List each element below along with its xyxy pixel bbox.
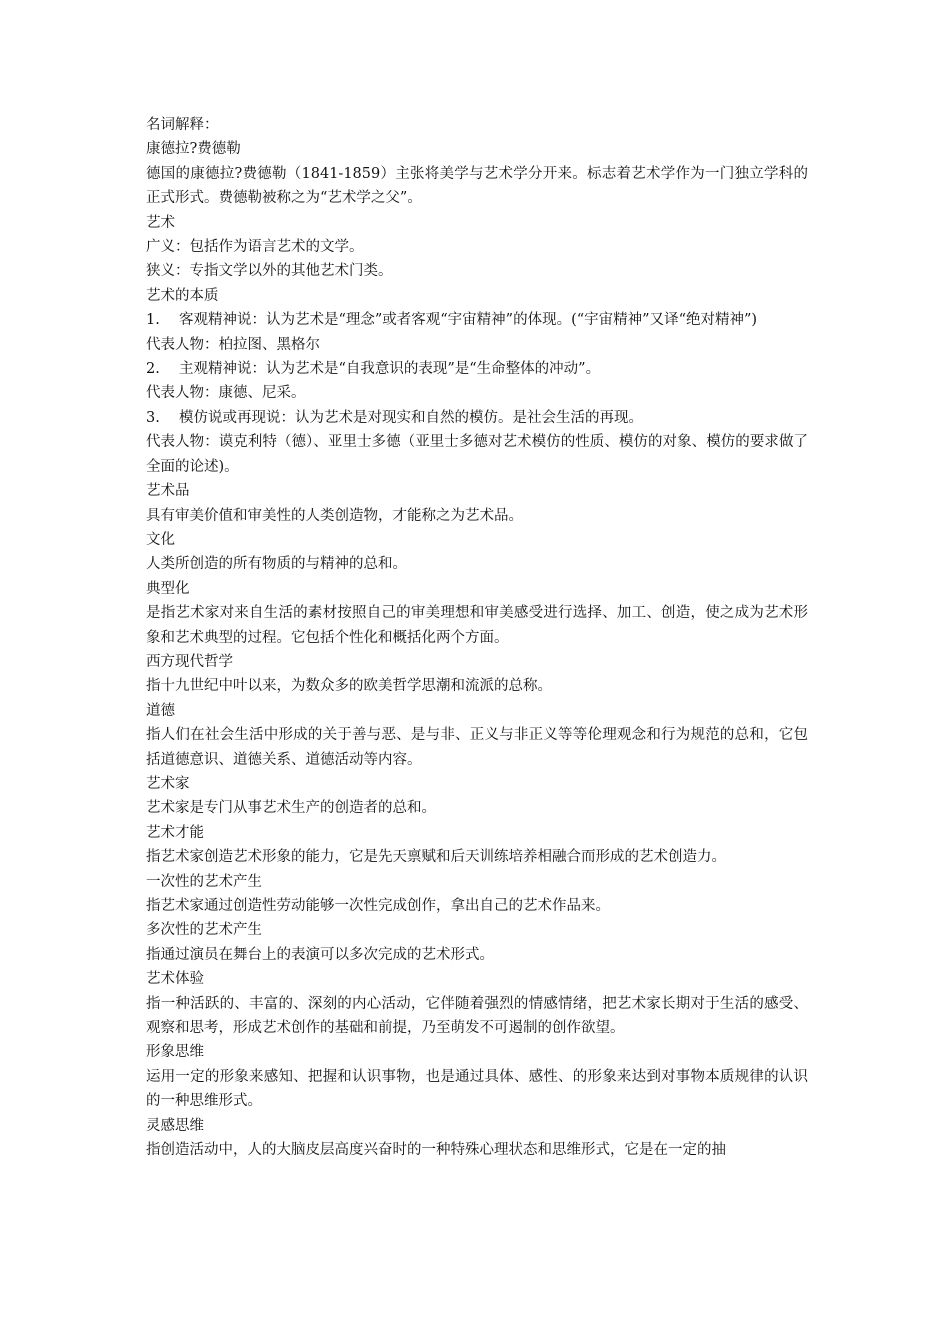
term-title: 艺术体验 xyxy=(146,971,204,988)
list-item: 1. 客观精神说：认为艺术是“理念”或者客观“宇宙精神”的体现。(“宇宙精神”又译“绝对精神”) xyxy=(146,312,758,329)
term-definition: 指十九世纪中叶以来，为数众多的欧美哲学思潮和流派的总称。 xyxy=(146,678,552,695)
term-title: 艺术品 xyxy=(146,483,190,500)
term-title: 道德 xyxy=(146,702,175,719)
term-title: 艺术 xyxy=(146,214,175,231)
term-title: 典型化 xyxy=(146,580,190,597)
term-title: 艺术的本质 xyxy=(146,287,219,304)
term-definition: 运用一定的形象来感知、把握和认识事物，也是通过具体、感性、的形象来达到对事物本质规律的认识的一种思维形式。 xyxy=(146,1068,808,1110)
term-definition: 广义：包括作为语言艺术的文学。 xyxy=(146,239,364,256)
list-item: 3. 模仿说或再现说：认为艺术是对现实和自然的模仿。是社会生活的再现。 xyxy=(146,409,643,426)
term-definition: 指艺术家创造艺术形象的能力，它是先天禀赋和后天训练培养相融合而形成的艺术创造力。 xyxy=(146,849,726,866)
term-title: 艺术家 xyxy=(146,775,190,792)
term-definition: 指艺术家通过创造性劳动能够一次性完成创作，拿出自己的艺术作品来。 xyxy=(146,898,610,914)
term-definition: 人类所创造的所有物质的与精神的总和。 xyxy=(146,556,407,573)
term-definition: 狭义：专指文学以外的其他艺术门类。 xyxy=(146,263,393,280)
term-title: 文化 xyxy=(146,531,175,548)
term-definition: 指创造活动中，人的大脑皮层高度兴奋时的一种特殊心理状态和思维形式，它是在一定的抽 xyxy=(146,1142,726,1159)
term-title: 艺术才能 xyxy=(146,824,204,841)
term-definition: 艺术家是专门从事艺术生产的创造者的总和。 xyxy=(146,800,436,817)
term-title: 多次性的艺术产生 xyxy=(146,922,262,939)
term-title: 一次性的艺术产生 xyxy=(146,873,262,890)
term-title: 西方现代哲学 xyxy=(146,653,233,670)
term-definition: 具有审美价值和审美性的人类创造物，才能称之为艺术品。 xyxy=(146,507,523,524)
list-item: 2. 主观精神说：认为艺术是“自我意识的表现”是“生命整体的冲动”。 xyxy=(146,361,601,378)
term-title: 灵感思维 xyxy=(146,1117,204,1134)
section-heading: 名词解释： xyxy=(146,117,219,133)
term-title: 康德拉?费德勒 xyxy=(146,141,241,158)
term-definition: 指一种活跃的、丰富的、深刻的内心活动，它伴随着强烈的情感情绪，把艺术家长期对于生活的感受、观察和思考，形成艺术创作的基础和前提，乃至萌发不可遏制的创作欲望。 xyxy=(146,995,808,1037)
term-definition: 是指艺术家对来自生活的素材按照自己的审美理想和审美感受进行选择、加工、创造，使之成为艺术形象和艺术典型的过程。它包括个性化和概括化两个方面。 xyxy=(146,605,808,646)
term-definition: 代表人物：谟克利特（德）、亚里士多德（亚里士多德对艺术模仿的性质、模仿的对象、模仿的要求做了全面的论述)。 xyxy=(146,434,808,475)
term-definition: 代表人物：康德、尼采。 xyxy=(146,385,306,402)
term-definition: 代表人物：柏拉图、黑格尔 xyxy=(146,336,320,353)
document-page xyxy=(146,113,808,1162)
term-definition: 指人们在社会生活中形成的关于善与恶、是与非、正义与非正义等等伦理观念和行为规范的总和，它包括道德意识、道德关系、道德活动等内容。 xyxy=(146,727,808,768)
term-title: 形象思维 xyxy=(146,1044,204,1061)
term-definition: 指通过演员在舞台上的表演可以多次完成的艺术形式。 xyxy=(146,946,494,963)
term-definition: 德国的康德拉?费德勒（1841-1859）主张将美学与艺术学分开来。标志着艺术学作为一门独立学科的正式形式。费德勒被称之为“艺术学之父”。 xyxy=(146,165,808,207)
